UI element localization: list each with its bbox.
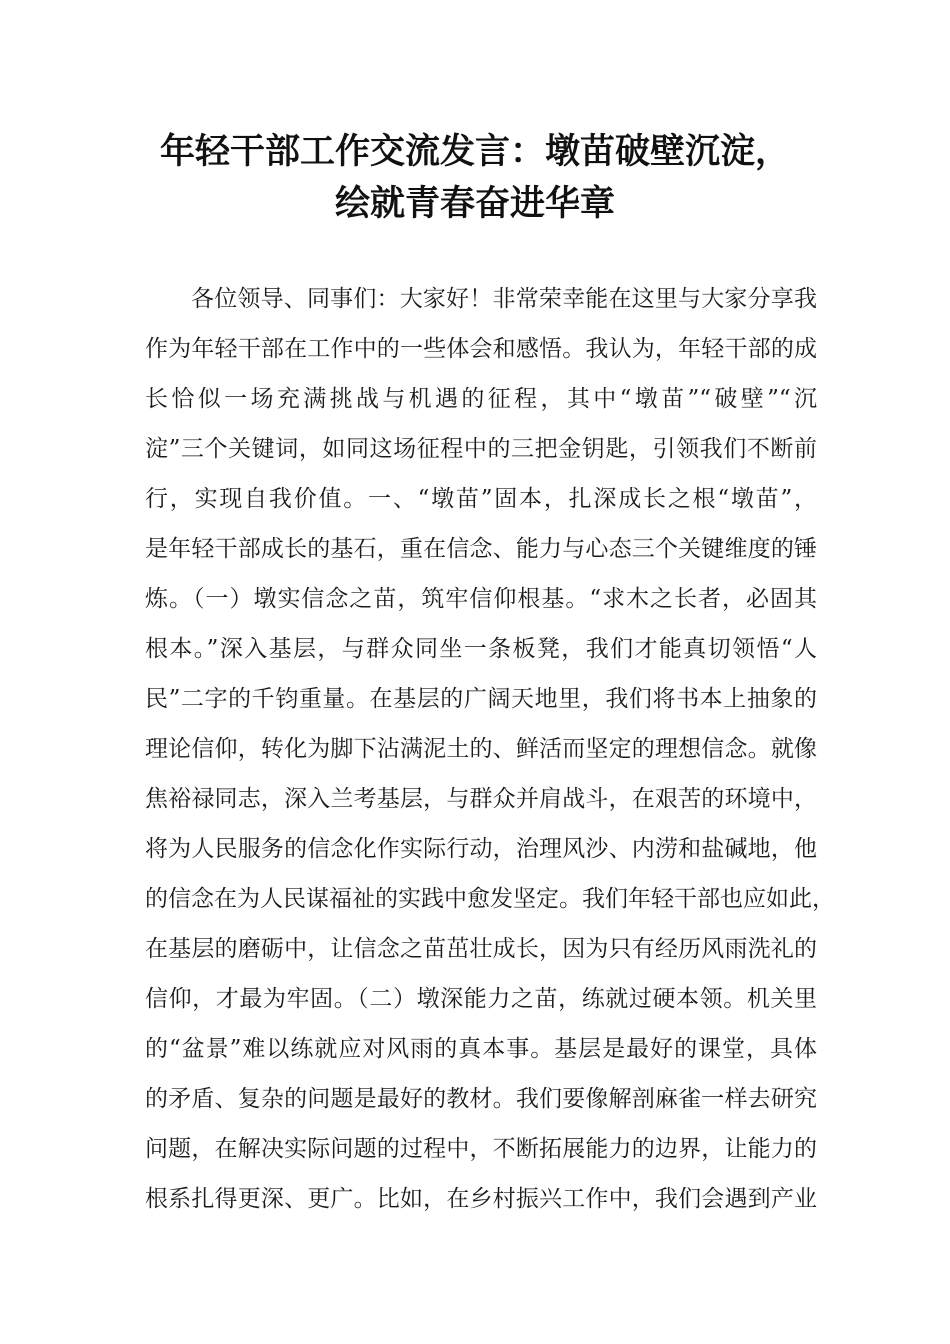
body-text-line: 将为人民服务的信念化作实际行动，治理风沙、内涝和盐碱地，他 (145, 836, 817, 862)
body-text-line: 信仰，才最为牢固。（二）墩深能力之苗，练就过硬本领。机关里 (145, 986, 817, 1012)
body-text-line: 理论信仰，转化为脚下沾满泥土的、鲜活而坚定的理想信念。就像 (145, 736, 817, 762)
body-text-line: 在基层的磨砺中，让信念之苗茁壮成长，因为只有经历风雨洗礼的 (145, 936, 817, 962)
body-text-line: 是年轻干部成长的基石，重在信念、能力与心态三个关键维度的锤 (145, 536, 817, 562)
body-text-line: 根系扎得更深、更广。比如，在乡村振兴工作中，我们会遇到产业 (145, 1186, 817, 1212)
body-text-line: 根本。”深入基层，与群众同坐一条板凳，我们才能真切领悟“人 (145, 636, 817, 662)
body-text-line: 长恰似一场充满挑战与机遇的征程，其中“墩苗”“破壁”“沉 (145, 386, 817, 412)
body-text-line: 的“盆景”难以练就应对风雨的真本事。基层是最好的课堂，具体 (145, 1036, 817, 1062)
body-text-line: 焦裕禄同志，深入兰考基层，与群众并肩战斗，在艰苦的环境中， (145, 786, 817, 812)
body-text-line: 行，实现自我价值。一、“墩苗”固本，扎深成长之根“墩苗”， (145, 486, 817, 512)
body-text-line: 民”二字的千钧重量。在基层的广阔天地里，我们将书本上抽象的 (145, 686, 817, 712)
body-text-line: 各位领导、同事们：大家好！非常荣幸能在这里与大家分享我 (191, 286, 817, 312)
body-text-line: 的矛盾、复杂的问题是最好的教材。我们要像解剖麻雀一样去研究 (145, 1086, 817, 1112)
document-title-line-1: 年轻干部工作交流发言：墩苗破壁沉淀， (159, 132, 790, 172)
body-text-line: 炼。（一）墩实信念之苗，筑牢信仰根基。“求木之长者，必固其 (145, 586, 817, 612)
body-text-line: 淀”三个关键词，如同这场征程中的三把金钥匙，引领我们不断前 (145, 436, 817, 462)
document-title-line-2: 绘就青春奋进华章 (334, 184, 615, 224)
body-text-line: 作为年轻干部在工作中的一些体会和感悟。我认为，年轻干部的成 (145, 336, 817, 362)
body-text-line: 的信念在为人民谋福祉的实践中愈发坚定。我们年轻干部也应如此， (145, 886, 835, 912)
body-text-line: 问题，在解决实际问题的过程中，不断拓展能力的边界，让能力的 (145, 1136, 817, 1162)
